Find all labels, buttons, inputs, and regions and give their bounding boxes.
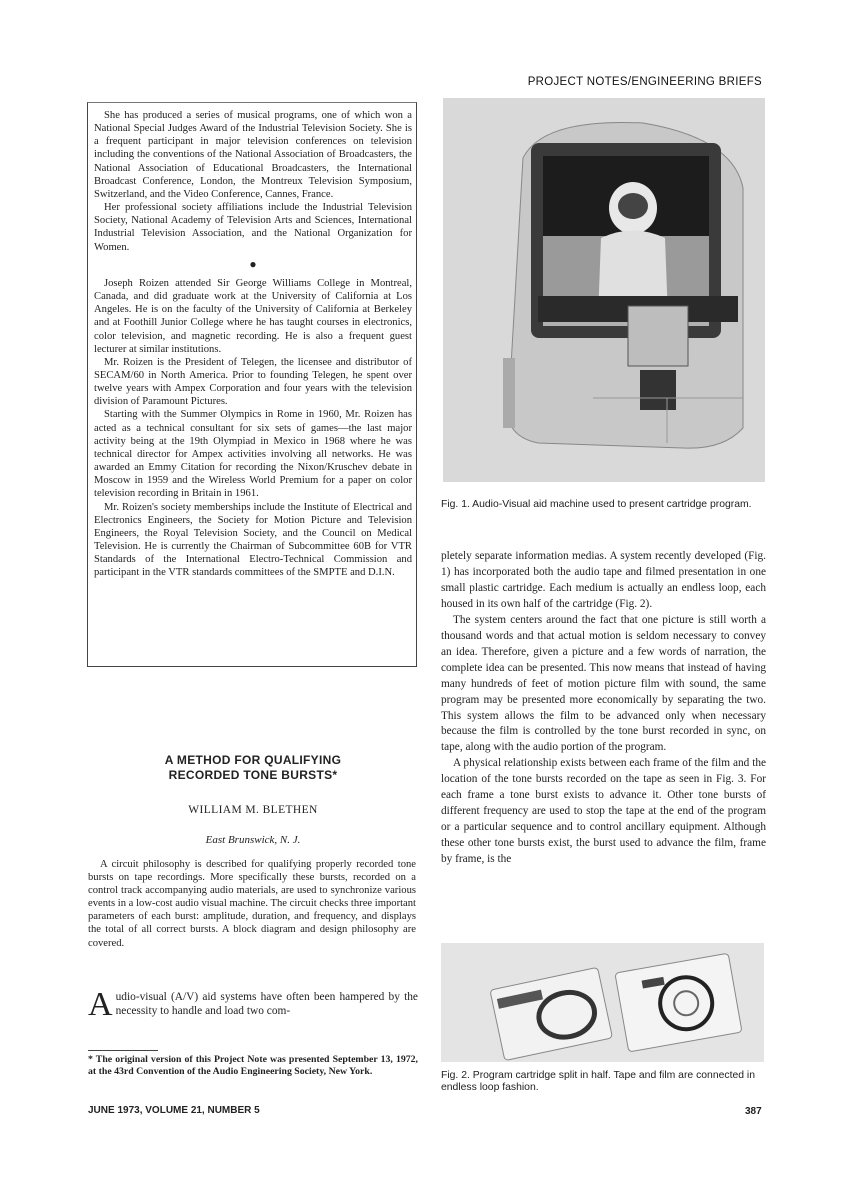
- bio-separator-bullet: ●: [249, 256, 257, 271]
- figure-2-photo: [441, 943, 764, 1062]
- intro-text: udio-visual (A/V) aid systems have often been hampered by the necessity to handle and load two com-: [115, 991, 418, 1018]
- author-bio-box: [87, 102, 417, 667]
- title-line-1: A METHOD FOR QUALIFYING: [164, 753, 342, 767]
- title-line-2: RECORDED TONE BURSTS*: [168, 768, 338, 782]
- figure-1-caption: Fig. 1. Audio-Visual aid machine used to present cartridge program.: [441, 499, 752, 510]
- body-paragraph: A physical relationship exists between each frame of the film and the location of the tone bursts recorded on the tape as seen in Fig. 3. For each frame a tone burst exists to advance it. Other tone bursts of different frequency are used to stop the tape at the end of the program or a particular sequence and to control ancillary equipment. Although these other tone bursts exist, the burst used to advance the film, frame by frame, is the: [441, 757, 766, 866]
- abstract-text: A circuit philosophy is described for qualifying properly recorded tone bursts on tape recordings. More specifically these bursts, recorded on a control track accompanying audio materials, are used to synchronize various events in a low-cost audio visual machine. The circuit checks three important parameters of each burst: amplitude, duration, and frequency, and displays the total of all correct bursts. A block diagram and design philosophy are covered.: [88, 859, 416, 949]
- av-machine-illustration: [443, 98, 765, 482]
- body-paragraph: pletely separate information medias. A system recently developed (Fig. 1) has incorporated both the audio tape and filmed presentation in one small plastic cartridge. Each medium is actually an endless loop, each housed in its own half of the cartridge (Fig. 2).: [441, 550, 766, 610]
- abstract: [88, 858, 416, 950]
- article-title: [87, 753, 419, 783]
- author-affiliation: East Brunswick, N. J.: [205, 834, 301, 846]
- bio-paragraph: Joseph Roizen attended Sir George Williams College in Montreal, Canada, and did graduate work at the University of California at Los Angeles. He is on the faculty of the University of California at Berkeley and at Foothill Junior College where he has taught courses in electronics, color television, and magnetic recording. He is also a frequent guest lecturer at similar institutions.: [94, 277, 412, 355]
- figure-2-caption: Fig. 2. Program cartridge split in half. Tape and film are connected in endless loop fashion.: [441, 1070, 755, 1093]
- body-column-right: [441, 549, 766, 868]
- page-number: 387: [745, 1106, 762, 1117]
- drop-cap: A: [88, 986, 113, 1023]
- bio-paragraph: Mr. Roizen is the President of Telegen, the licensee and distributor of SECAM/60 in North America. Prior to founding Telegen, he spent over twelve years with Ampex Corporation and four years with the television division of Paramount Pictures.: [94, 356, 412, 408]
- cartridge-illustration: [441, 943, 764, 1062]
- footnote-rule: [88, 1050, 158, 1051]
- journal-issue: JUNE 1973, VOLUME 21, NUMBER 5: [88, 1105, 260, 1116]
- body-paragraph: The system centers around the fact that one picture is still worth a thousand words and that actual motion is seldom necessary to convey an idea. Therefore, given a picture and a few words of narration, the complete idea can be presented. This now means that instead of having many hundreds of feet of motion picture film with sound, the same program may be presented more economically by separating the two. This system allows the film to be advanced only when necessary because the film is controlled by the tone burst recorded in sync, on tape, along with the audio portion of the program.: [441, 613, 766, 754]
- footnote: * The original version of this Project Note was presented September 13, 1972, at the 43rd Convention of the Audio Engineering Society, New York.: [88, 1054, 418, 1077]
- running-header: PROJECT NOTES/ENGINEERING BRIEFS: [527, 76, 762, 88]
- figure-1-photo: [443, 98, 765, 482]
- article-author: WILLIAM M. BLETHEN: [188, 804, 318, 816]
- bio-paragraph: She has produced a series of musical programs, one of which won a National Special Judges Award of the Industrial Television Society. She is a frequent participant in major television conferences on television including the conventions of the National Association of Broadcasters, the National Association of Educational Broadcasters, the International Broadcast Conference, London, the Montreux Television Symposium, Switzerland, and the Video Conference, Cannes, France.: [94, 110, 412, 200]
- bio-paragraph: Starting with the Summer Olympics in Rome in 1960, Mr. Roizen has acted as a technical consultant for six sets of games—the last major activity being at the 19th Olympiad in Mexico in 1968 where he was technical director for Ampex activities involving all networks. He was awarded an Emmy Citation for recording the Nixon/Kruschev debate in Moscow in 1959 and the Wireless World Premium for a paper on color television recording in Britain in 1961.: [94, 409, 412, 500]
- bio-paragraph: Mr. Roizen's society memberships include the Institute of Electrical and Electronics Engineers, the Society for Motion Picture and Television Engineers, the Royal Television Society, and the Council on Medical Television. He is currently the Chairman of Subcommittee 60B for VTR Standards of the International Electro-Technical Commission and participant in the VTR standards committees of the SMPTE and D.I.N.: [94, 501, 412, 579]
- intro-paragraph: [88, 986, 418, 1023]
- bio-paragraph: Her professional society affiliations include the Industrial Television Society, National Academy of Television Arts and Sciences, International Industrial Television Association, and the National Organization for Women.: [94, 202, 412, 253]
